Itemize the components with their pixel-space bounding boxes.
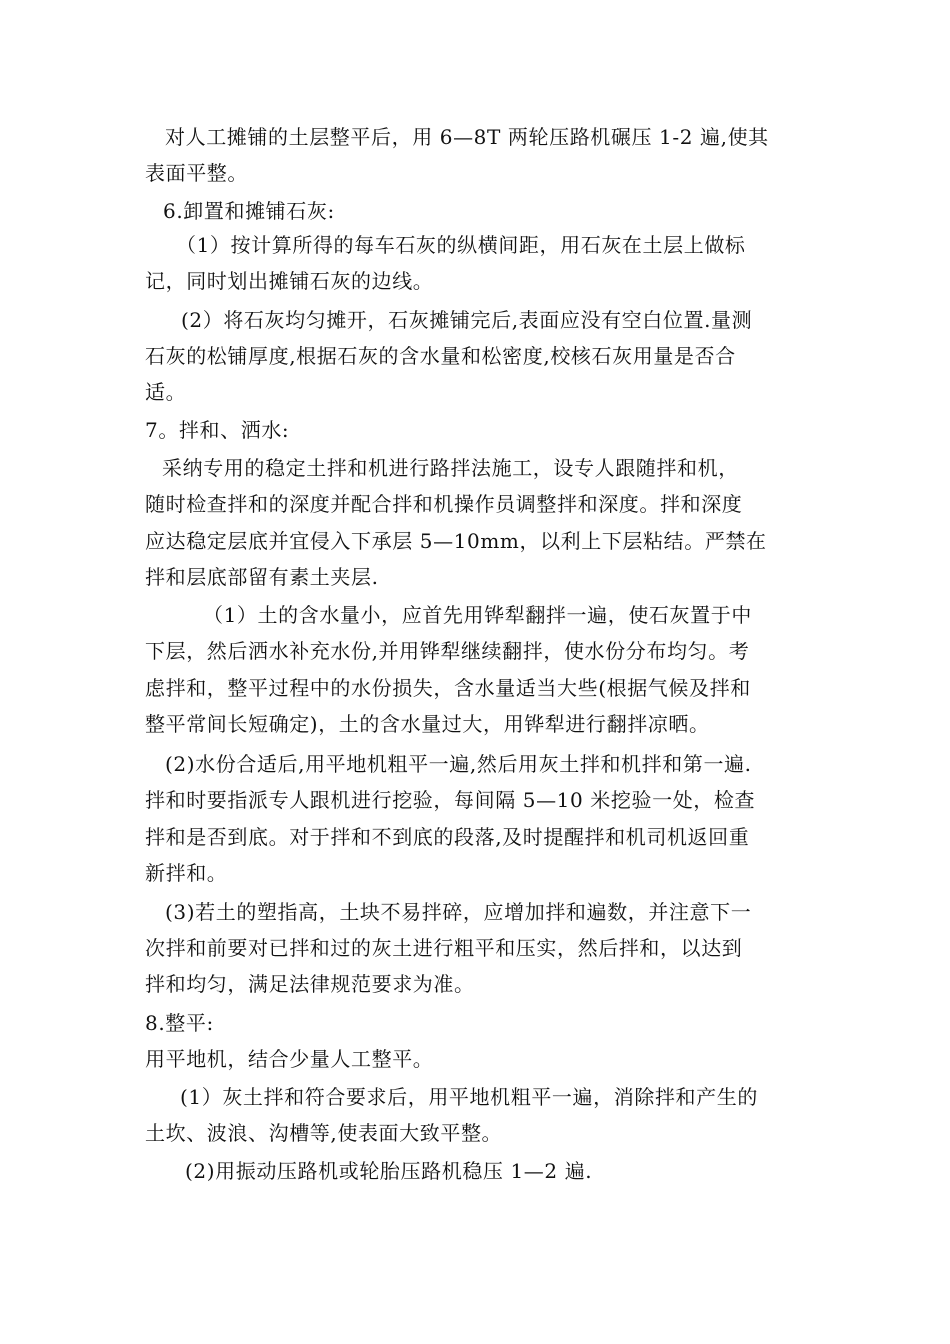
text-line: 新拌和。: [145, 861, 228, 885]
text-line: 记，同时划出摊铺石灰的边线。: [145, 269, 434, 293]
text-line: 应达稳定层底并宜侵入下承层 5—10mm，以利上下层粘结。严禁在: [145, 529, 767, 553]
text-line: 下层，然后洒水补充水份,并用铧犁继续翻拌，使水份分布均匀。考: [145, 639, 750, 663]
text-line: 拌和层底部留有素土夹层.: [145, 565, 379, 589]
text-line: 表面平整。: [145, 161, 248, 185]
section-heading: 6.卸置和摊铺石灰:: [163, 199, 335, 223]
text-line: 虑拌和，整平过程中的水份损失，含水量适当大些(根据气候及拌和: [145, 676, 751, 700]
text-line: （1）按计算所得的每车石灰的纵横间距，用石灰在土层上做标: [176, 233, 746, 257]
text-line: 土坎、波浪、沟槽等,使表面大致平整。: [145, 1121, 503, 1145]
section-heading: 8.整平:: [145, 1011, 214, 1035]
text-line: (2)用振动压路机或轮胎压路机稳压 1—2 遍.: [185, 1159, 593, 1183]
text-line: (3)若土的塑指高，土块不易拌碎，应增加拌和遍数，并注意下一: [165, 900, 752, 924]
text-line: 对人工摊铺的土层整平后，用 6—8T 两轮压路机碾压 1-2 遍,使其: [165, 125, 769, 149]
text-line: （1）土的含水量小，应首先用铧犁翻拌一遍，使石灰置于中: [203, 603, 752, 627]
text-line: 随时检查拌和的深度并配合拌和机操作员调整拌和深度。拌和深度: [145, 492, 743, 516]
text-line: 采纳专用的稳定土拌和机进行路拌法施工，设专人跟随拌和机，: [162, 456, 739, 480]
text-line: 拌和是否到底。对于拌和不到底的段落,及时提醒拌和机司机返回重: [145, 825, 750, 849]
text-line: 次拌和前要对已拌和过的灰土进行粗平和压实，然后拌和，以达到: [145, 936, 743, 960]
section-heading: 7。拌和、洒水:: [145, 418, 290, 442]
text-line: 适。: [145, 380, 187, 404]
text-line: 拌和时要指派专人跟机进行挖验，每间隔 5—10 米挖验一处，检查: [145, 788, 756, 812]
text-line: (2）将石灰均匀摊开，石灰摊铺完后,表面应没有空白位置.量测: [181, 308, 753, 332]
text-line: 石灰的松铺厚度,根据石灰的含水量和松密度,校核石灰用量是否合: [145, 344, 736, 368]
text-line: 整平常间长短确定)，土的含水量过大，用铧犁进行翻拌凉晒。: [145, 712, 710, 736]
text-line: 用平地机，结合少量人工整平。: [145, 1047, 434, 1071]
text-line: 拌和均匀，满足法律规范要求为准。: [145, 972, 475, 996]
text-line: (1）灰土拌和符合要求后，用平地机粗平一遍，消除拌和产生的: [180, 1085, 758, 1109]
text-line: (2)水份合适后,用平地机粗平一遍,然后用灰土拌和机拌和第一遍.: [165, 752, 752, 776]
